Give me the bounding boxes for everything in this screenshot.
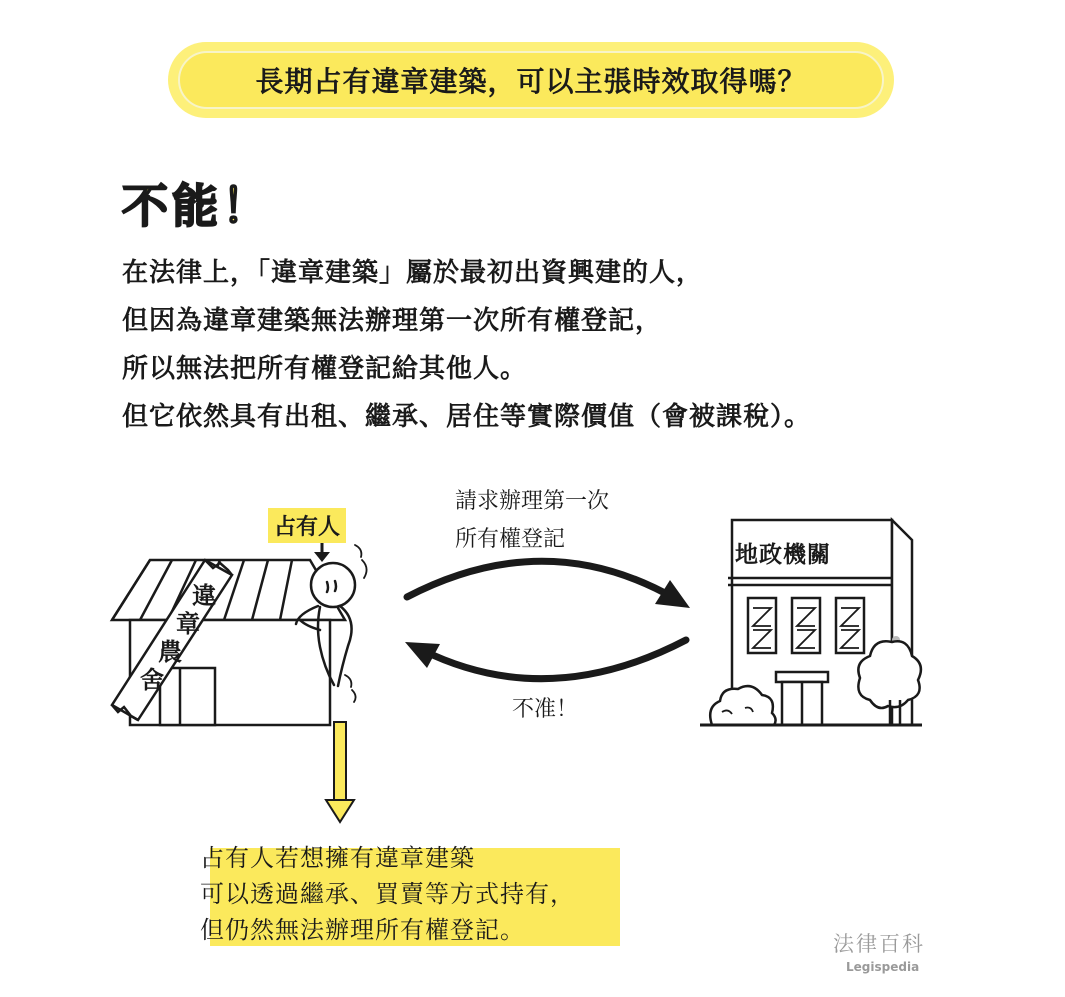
paragraph-line-1: 在法律上，「違章建築」屬於最初出資興建的人， [122,258,704,288]
paragraph-line-4: 但它依然具有出租、繼承、居住等實際價值（會被課稅）。 [122,402,812,432]
banner-char-2: 章 [176,610,200,638]
agency-label: 地政機關 [735,542,831,568]
banner-char-1: 違 [192,582,216,610]
banner-char-4: 舍 [140,666,164,694]
down-arrow-icon [326,722,354,822]
note-line-1: 占有人若想擁有違章建築 [200,844,475,872]
brand-logo-zh: 法律百科 [833,932,925,956]
note-line-2: 可以透過繼承、買賣等方式持有， [200,880,575,908]
brand-logo-en: Legispedia [846,960,920,974]
banner-char-3: 農 [158,638,182,666]
answer-heading: 不能！ [122,179,272,233]
request-label-line-1: 請求辦理第一次 [455,489,610,514]
note-line-3: 但仍然無法辦理所有權登記。 [200,916,525,944]
paragraph-line-2: 但因為違章建築無法辦理第一次所有權登記， [122,306,663,336]
reject-arrow [405,640,686,679]
page-title: 長期占有違章建築，可以主張時效取得嗎？ [255,65,807,98]
reject-label: 不准！ [512,697,579,722]
occupant-label: 占有人 [268,508,346,543]
request-arrow [407,561,690,608]
paragraph-line-3: 所以無法把所有權登記給其他人。 [122,354,528,384]
request-label-line-2: 所有權登記 [455,527,566,552]
